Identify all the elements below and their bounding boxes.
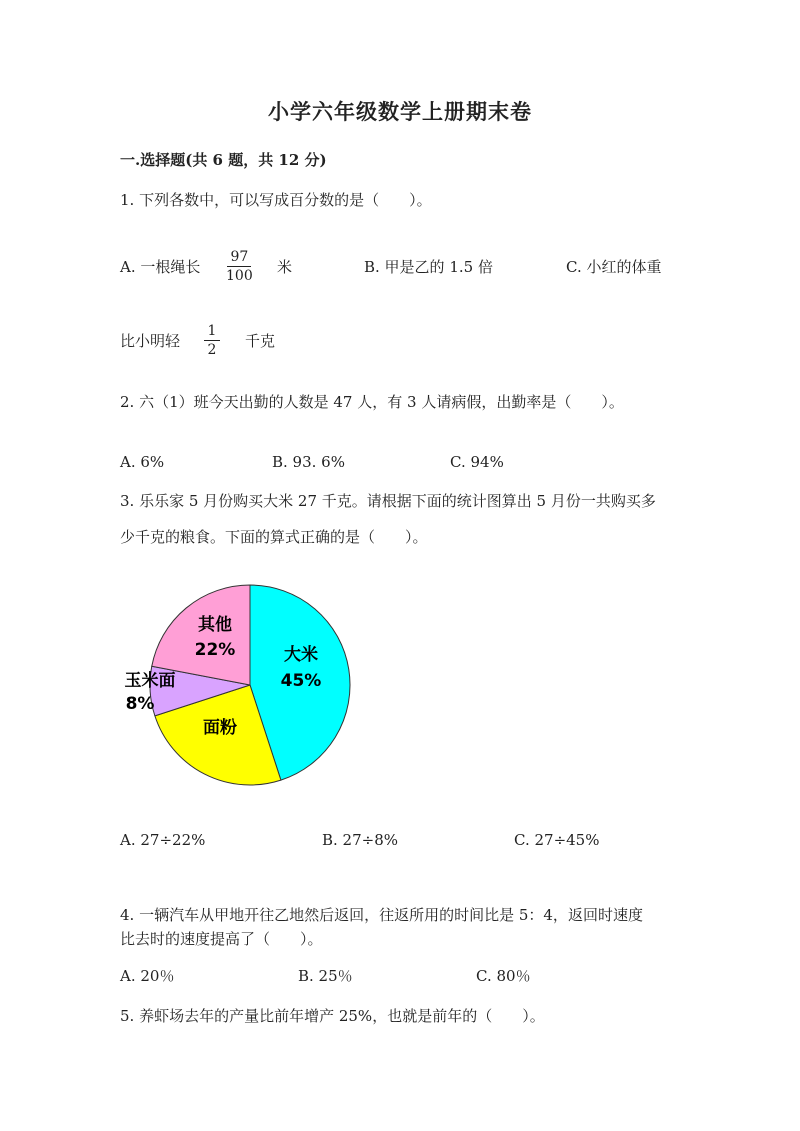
fraction-denominator: 100 — [226, 268, 253, 284]
fraction-bar — [204, 340, 220, 341]
q4-option-a: A. 20％ — [120, 967, 175, 985]
q1-option-a-unit: 米 — [277, 258, 293, 276]
slice-value-label: 22% — [194, 640, 236, 660]
slice-label: 大米 — [284, 645, 318, 665]
question-4-stem-line1: 4. 一辆汽车从甲地开往乙地然后返回，往返所用的时间比是 5：4，返回时速度 — [120, 906, 643, 924]
slice-value-label: 45% — [280, 671, 322, 691]
question-2-stem: 2. 六（1）班今天出勤的人数是 47 人，有 3 人请病假，出勤率是（ ）。 — [120, 393, 624, 411]
q1-option-b: B. 甲是乙的 1.5 倍 — [364, 258, 493, 276]
question-1-stem: 1. 下列各数中，可以写成百分数的是（ ）。 — [120, 191, 432, 209]
q2-option-c: C. 94% — [450, 453, 504, 471]
q1-option-c-unit: 千克 — [245, 332, 276, 350]
pie-chart — [110, 578, 370, 793]
slice-label: 玉米面 — [124, 671, 176, 691]
fraction-numerator: 1 — [207, 323, 217, 339]
q3-option-c: C. 27÷45% — [514, 831, 600, 849]
fraction-denominator: 2 — [207, 342, 217, 358]
question-3-stem-line2: 少千克的粮食。下面的算式正确的是（ ）。 — [120, 528, 428, 546]
slice-label: 其他 — [198, 615, 232, 635]
q1-option-a-fraction — [226, 249, 253, 284]
fraction-numerator: 97 — [230, 249, 249, 265]
q4-option-c: C. 80％ — [476, 967, 531, 985]
q3-option-a: A. 27÷22% — [120, 831, 206, 849]
question-3-stem-line1: 3. 乐乐家 5 月份购买大米 27 千克。请根据下面的统计图算出 5 月份一共购买多 — [120, 492, 656, 510]
q1-option-c-fraction — [204, 323, 220, 358]
section-heading: 一.选择题(共 6 题，共 12 分) — [120, 151, 327, 169]
q1-option-a-text: A. 一根绳长 — [120, 258, 201, 276]
q1-option-c-text: C. 小红的体重 — [566, 258, 662, 276]
q1-option-c-continued: 比小明轻 — [120, 332, 181, 350]
q2-option-a: A. 6% — [120, 453, 165, 471]
question-5-stem: 5. 养虾场去年的产量比前年增产 25%，也就是前年的（ ）。 — [120, 1007, 545, 1025]
fraction-bar — [227, 266, 251, 267]
page-title: 小学六年级数学上册期末卷 — [268, 99, 532, 124]
slice-value-label: 8% — [125, 694, 155, 714]
question-4-stem-line2: 比去时的速度提高了（ ）。 — [120, 930, 323, 948]
q2-option-b: B. 93. 6% — [272, 453, 345, 471]
q4-option-b: B. 25％ — [298, 967, 353, 985]
q3-option-b: B. 27÷8% — [322, 831, 399, 849]
slice-label: 面粉 — [203, 718, 237, 738]
